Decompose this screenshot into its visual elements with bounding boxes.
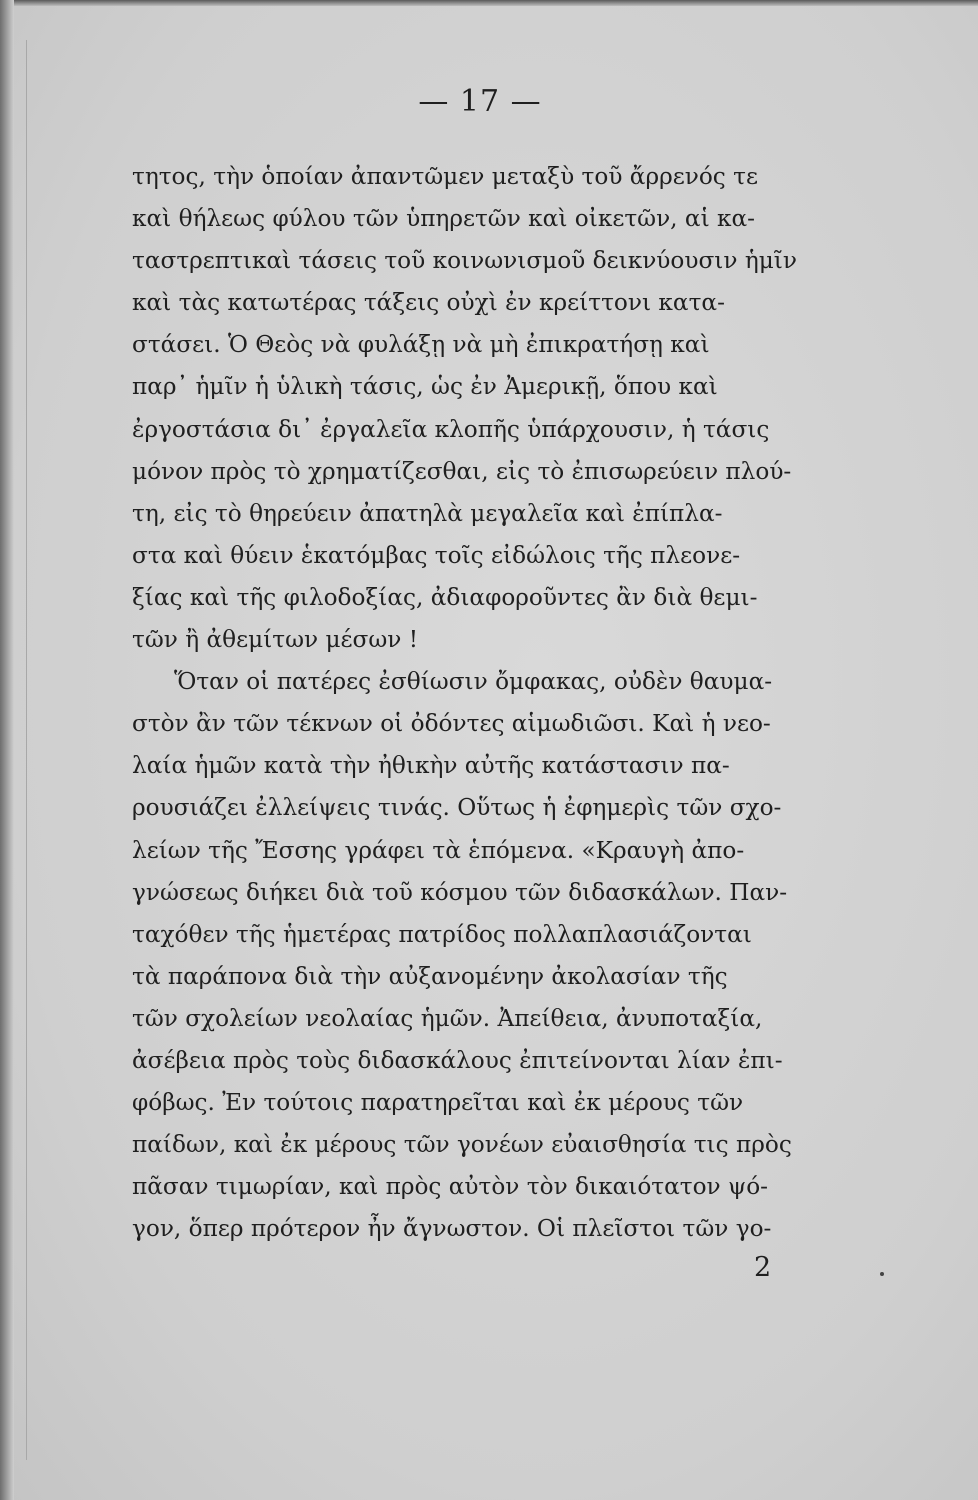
text-line: παίδων, καὶ ἐκ μέρους τῶν γονέων εὐαισθησία τις πρὸς [132, 1131, 792, 1159]
text-line: γνώσεως διήκει διὰ τοῦ κόσμου τῶν διδασκάλων. Παν- [132, 878, 788, 906]
body-text [132, 156, 852, 1250]
text-line: ταχόθεν τῆς ἡμετέρας πατρίδος πολλαπλασιάζονται [132, 920, 752, 948]
print-speck [880, 1272, 884, 1276]
text-line: στὸν ἂν τῶν τέκνων οἱ ὀδόντες αἱμωδιῶσι. Καὶ ἡ νεο- [132, 710, 771, 738]
text-line: τη, εἰς τὸ θηρεύειν ἀπατηλὰ μεγαλεῖα καὶ ἐπίπλα- [132, 499, 723, 527]
text-line: πᾶσαν τιμωρίαν, καὶ πρὸς αὐτὸν τὸν δικαιότατον ψό- [132, 1173, 769, 1201]
text-line: Ὅταν οἱ πατέρες ἐσθίωσιν ὄμφακας, οὐδὲν θαυμα- [174, 668, 773, 696]
text-line: μόνον πρὸς τὸ χρηματίζεσθαι, εἰς τὸ ἐπισωρεύειν πλού- [132, 457, 792, 485]
text-line: ἐργοστάσια δι᾿ ἐργαλεῖα κλοπῆς ὑπάρχουσιν, ἡ τάσις [132, 415, 770, 443]
text-line: παρ᾿ ἡμῖν ἡ ὑλικὴ τάσις, ὡς ἐν Ἀμερικῇ, ὅπου καὶ [132, 373, 718, 401]
text-line: γον, ὅπερ πρότερον ἦν ἄγνωστον. Οἱ πλεῖστοι τῶν γο- [132, 1215, 772, 1243]
text-line: στάσει. Ὁ Θεὸς νὰ φυλάξῃ νὰ μὴ ἐπικρατήσῃ καὶ [132, 331, 710, 359]
page-binding-edge [0, 0, 14, 1500]
text-line: ρουσιάζει ἐλλείψεις τινάς. Οὕτως ἡ ἐφημερὶς τῶν σχο- [132, 794, 782, 822]
text-line: καὶ τὰς κατωτέρας τάξεις οὐχὶ ἐν κρείττονι κατα- [132, 289, 725, 317]
text-line: ταστρεπτικαὶ τάσεις τοῦ κοινωνισμοῦ δεικνύουσιν ἡμῖν [132, 247, 797, 275]
page-top-edge [0, 0, 978, 6]
text-line: φόβως. Ἐν τούτοις παρατηρεῖται καὶ ἐκ μέρους τῶν [132, 1089, 744, 1117]
text-line: τῶν ἢ ἀθεμίτων μέσων ! [132, 626, 419, 654]
text-line: ξίας καὶ τῆς φιλοδοξίας, ἀδιαφοροῦντες ἂν διὰ θεμι- [132, 583, 758, 611]
text-line: τὰ παράπονα διὰ τὴν αὐξανομένην ἀκολασίαν τῆς [132, 962, 728, 990]
signature-mark: 2 [754, 1252, 772, 1283]
text-line: στα καὶ θύειν ἑκατόμβας τοῖς εἰδώλοις τῆς πλεονε- [132, 541, 741, 569]
text-line: τητος, τὴν ὁποίαν ἀπαντῶμεν μεταξὺ τοῦ ἄρρενός τε [132, 163, 758, 190]
text-line: ἀσέβεια πρὸς τοὺς διδασκάλους ἐπιτείνονται λίαν ἐπι- [132, 1046, 783, 1074]
page-margin-rule [26, 40, 27, 1460]
page-number: — 17 — [418, 84, 542, 119]
text-line: τῶν σχολείων νεολαίας ἡμῶν. Ἀπείθεια, ἀνυποταξία, [132, 1004, 763, 1032]
text-line: καὶ θήλεως φύλου τῶν ὑπηρετῶν καὶ οἰκετῶν, αἱ κα- [132, 205, 756, 233]
text-line: λείων τῆς Ἔσσης γράφει τὰ ἑπόμενα. «Κραυγὴ ἀπο- [132, 836, 745, 864]
text-line: λαία ἡμῶν κατὰ τὴν ἠθικὴν αὐτῆς κατάστασιν πα- [132, 752, 730, 780]
